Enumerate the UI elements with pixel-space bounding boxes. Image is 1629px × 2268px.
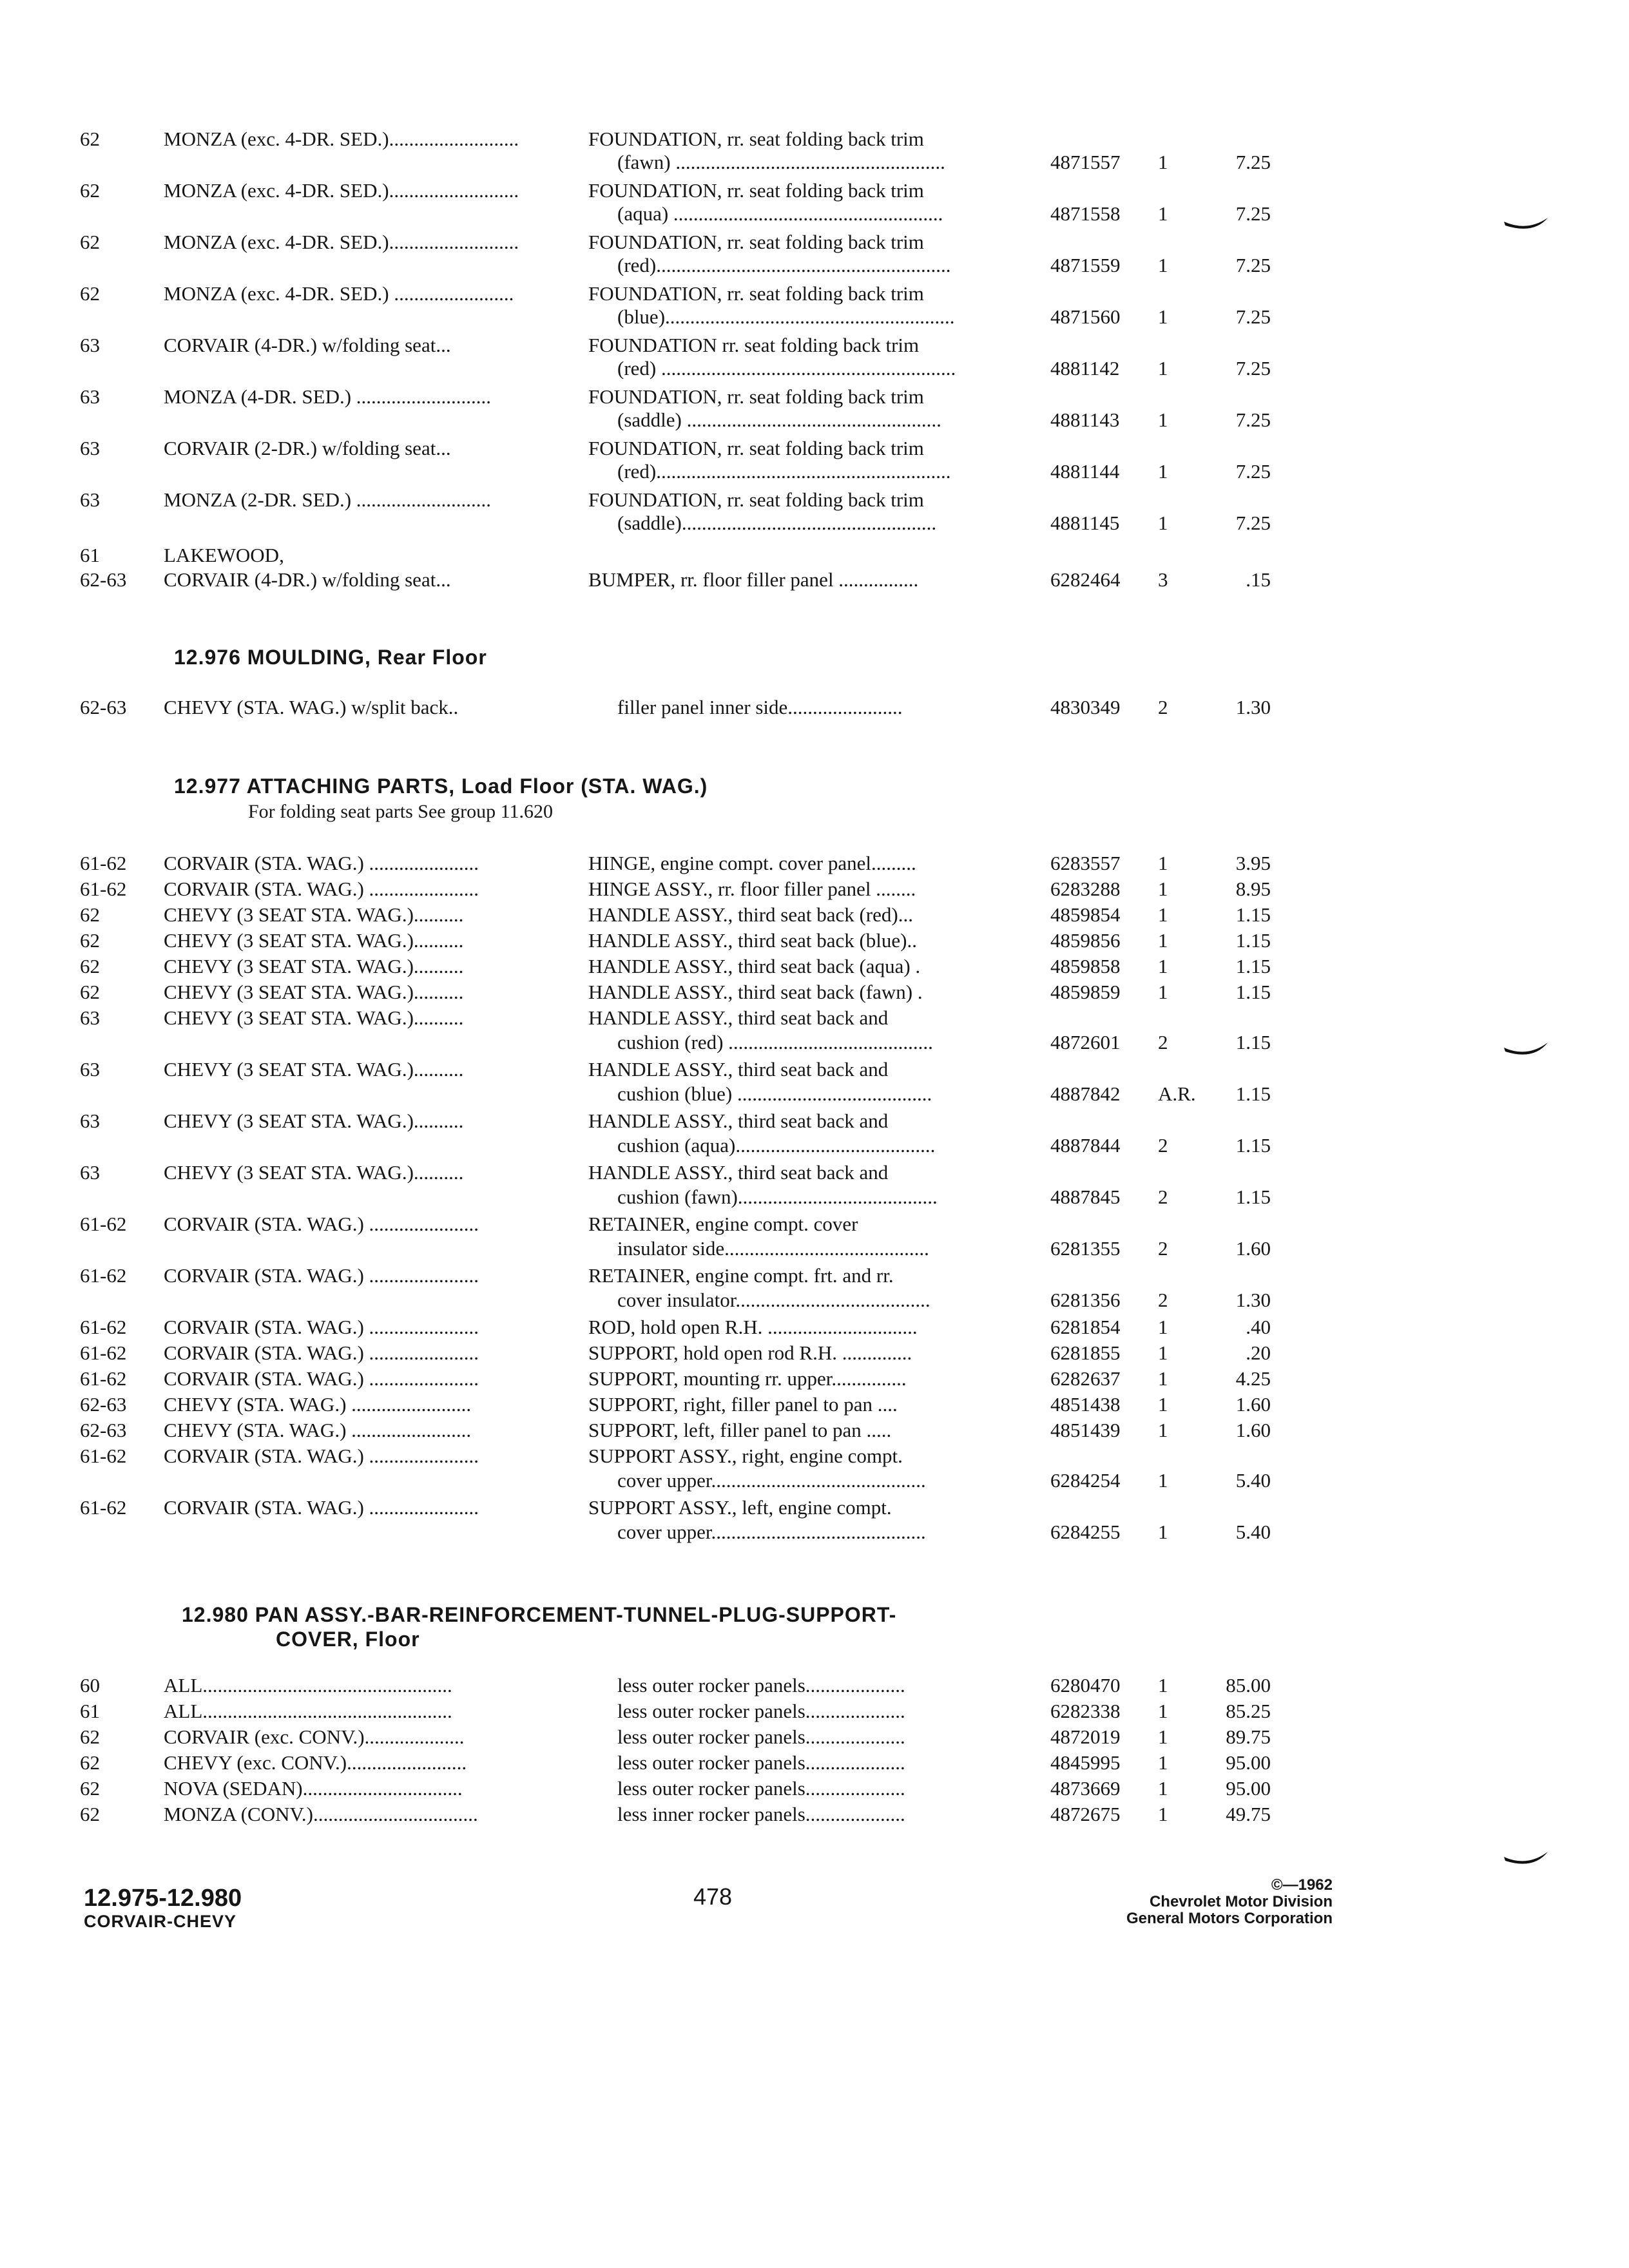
year-cell: 63 <box>80 1110 100 1132</box>
part-number: 4859858 <box>1050 955 1121 977</box>
quantity: 2 <box>1158 696 1168 718</box>
model-cell: CORVAIR (STA. WAG.) ...................... <box>164 1264 479 1287</box>
part-number: 4881144 <box>1050 460 1120 483</box>
price: .20 <box>1246 1341 1271 1364</box>
part-number: 6283288 <box>1050 878 1121 900</box>
description-cell: less outer rocker panels.................... <box>617 1674 905 1696</box>
quantity: 1 <box>1158 1341 1168 1364</box>
price: 1.15 <box>1235 1186 1271 1208</box>
part-number: 4871559 <box>1050 254 1121 276</box>
model-cell: ALL.................................................. <box>164 1674 452 1696</box>
price: 1.30 <box>1235 696 1271 718</box>
model-cell: CHEVY (3 SEAT STA. WAG.).......... <box>164 1110 464 1132</box>
page-number: 478 <box>693 1883 733 1910</box>
model-cell: CHEVY (3 SEAT STA. WAG.).......... <box>164 955 464 977</box>
quantity: 2 <box>1158 1031 1168 1053</box>
description-cell: less inner rocker panels.................... <box>617 1803 905 1825</box>
description-cont: (fawn) ...................................................... <box>617 151 945 173</box>
quantity: 1 <box>1158 1777 1168 1800</box>
year-cell: 62 <box>80 929 100 952</box>
part-number: 4881142 <box>1050 357 1120 380</box>
part-number: 6282637 <box>1050 1367 1121 1390</box>
description-cont: (saddle)................................................... <box>617 512 937 534</box>
model-cell: CHEVY (3 SEAT STA. WAG.).......... <box>164 929 464 952</box>
price: 7.25 <box>1235 202 1271 225</box>
price: 95.00 <box>1226 1777 1271 1800</box>
quantity: 1 <box>1158 1521 1168 1543</box>
year-cell: 62 <box>80 981 100 1003</box>
year-cell: 63 <box>80 488 100 511</box>
description-cell: FOUNDATION, rr. seat folding back trim <box>588 231 924 253</box>
year-cell: 62 <box>80 179 100 202</box>
binding-mark-icon <box>1501 1037 1553 1070</box>
description-cont: cushion (red) ......................................... <box>617 1031 933 1053</box>
quantity: 2 <box>1158 1186 1168 1208</box>
quantity: 1 <box>1158 1674 1168 1696</box>
division-name: Chevrolet Motor Division <box>1149 1893 1333 1910</box>
description-cell: HINGE ASSY., rr. floor filler panel ........ <box>588 878 916 900</box>
model-cell: CHEVY (3 SEAT STA. WAG.).......... <box>164 1058 464 1081</box>
quantity: 1 <box>1158 1393 1168 1416</box>
price: 85.00 <box>1226 1674 1271 1696</box>
price: 1.15 <box>1235 1082 1271 1105</box>
quantity: 3 <box>1158 568 1168 591</box>
description-cell: FOUNDATION, rr. seat folding back trim <box>588 179 924 202</box>
year-cell: 61-62 <box>80 1496 127 1519</box>
description-cell: FOUNDATION, rr. seat folding back trim <box>588 282 924 305</box>
part-number: 4872019 <box>1050 1725 1121 1748</box>
part-number: 4881143 <box>1050 408 1120 431</box>
model-cell: CORVAIR (STA. WAG.) ...................... <box>164 1496 479 1519</box>
description-cell: RETAINER, engine compt. cover <box>588 1213 858 1235</box>
price: 8.95 <box>1235 878 1271 900</box>
section-heading: 12.980 PAN ASSY.-BAR-REINFORCEMENT-TUNNEL-PLUG-SUPPORT- <box>182 1603 897 1626</box>
part-number: 4871558 <box>1050 202 1121 225</box>
model-cell: CORVAIR (STA. WAG.) ...................... <box>164 1213 479 1235</box>
description-cell: BUMPER, rr. floor filler panel ................ <box>588 568 919 591</box>
price: 49.75 <box>1226 1803 1271 1825</box>
description-cell: FOUNDATION, rr. seat folding back trim <box>588 437 924 459</box>
quantity: 2 <box>1158 1134 1168 1157</box>
year-cell: 61-62 <box>80 1264 127 1287</box>
description-cont: (saddle) ................................................... <box>617 408 941 431</box>
description-cell: SUPPORT ASSY., right, engine compt. <box>588 1445 903 1467</box>
binding-mark-icon <box>1501 213 1553 245</box>
price: 7.25 <box>1235 460 1271 483</box>
quantity: 1 <box>1158 1803 1168 1825</box>
price: 1.60 <box>1235 1393 1271 1416</box>
part-number: 6282338 <box>1050 1700 1121 1722</box>
year-cell: 62 <box>80 955 100 977</box>
price: 89.75 <box>1226 1725 1271 1748</box>
year-cell: 61-62 <box>80 852 127 874</box>
price: .40 <box>1246 1316 1271 1338</box>
year-cell: 63 <box>80 1006 100 1029</box>
part-number: 4871560 <box>1050 305 1121 328</box>
price: .15 <box>1246 568 1271 591</box>
quantity: 1 <box>1158 512 1168 534</box>
quantity: 1 <box>1158 357 1168 380</box>
year-cell: 63 <box>80 1161 100 1184</box>
description-cell: ROD, hold open R.H. .............................. <box>588 1316 918 1338</box>
quantity: 1 <box>1158 903 1168 926</box>
description-cell: less outer rocker panels.................... <box>617 1751 905 1774</box>
quantity: 1 <box>1158 1700 1168 1722</box>
year-cell: 63 <box>80 437 100 459</box>
description-cell: FOUNDATION, rr. seat folding back trim <box>588 128 924 150</box>
model-cell: CHEVY (exc. CONV.)........................ <box>164 1751 467 1774</box>
year-cell: 61-62 <box>80 1213 127 1235</box>
binding-mark-icon <box>1501 1848 1553 1880</box>
model-cell: CORVAIR (STA. WAG.) ...................... <box>164 852 479 874</box>
model-cell: CORVAIR (2-DR.) w/folding seat... <box>164 437 451 459</box>
year-cell: 62 <box>80 128 100 150</box>
description-cont: cover upper........................................... <box>617 1521 926 1543</box>
model-cell: CORVAIR (STA. WAG.) ...................... <box>164 1445 479 1467</box>
price: 7.25 <box>1235 254 1271 276</box>
part-number: 4830349 <box>1050 696 1121 718</box>
year-cell: 62-63 <box>80 1393 127 1416</box>
description-cell: HANDLE ASSY., third seat back and <box>588 1161 889 1184</box>
price: 1.60 <box>1235 1419 1271 1441</box>
model-cell: CHEVY (3 SEAT STA. WAG.).......... <box>164 1006 464 1029</box>
year-cell: 62-63 <box>80 1419 127 1441</box>
description-cell: SUPPORT, mounting rr. upper............... <box>588 1367 907 1390</box>
part-number: 4873669 <box>1050 1777 1121 1800</box>
quantity: 1 <box>1158 305 1168 328</box>
quantity: 1 <box>1158 460 1168 483</box>
description-cell: FOUNDATION, rr. seat folding back trim <box>588 385 924 408</box>
price: 3.95 <box>1235 852 1271 874</box>
model-cell: CHEVY (STA. WAG.) ........................ <box>164 1393 472 1416</box>
model-cell: CHEVY (3 SEAT STA. WAG.).......... <box>164 1161 464 1184</box>
year-cell: 62-63 <box>80 568 127 591</box>
year-cell: 62 <box>80 282 100 305</box>
year-cell: 62 <box>80 231 100 253</box>
quantity: 1 <box>1158 852 1168 874</box>
model-cell: CORVAIR (STA. WAG.) ...................... <box>164 878 479 900</box>
year-cell: 62 <box>80 1777 100 1800</box>
quantity: 1 <box>1158 981 1168 1003</box>
part-number: 4872675 <box>1050 1803 1121 1825</box>
quantity: 2 <box>1158 1289 1168 1311</box>
price: 5.40 <box>1235 1521 1271 1543</box>
quantity: 2 <box>1158 1237 1168 1260</box>
description-cont: cushion (aqua)........................................ <box>617 1134 936 1157</box>
year-cell: 60 <box>80 1674 100 1696</box>
description-cell: RETAINER, engine compt. frt. and rr. <box>588 1264 894 1287</box>
description-cell: SUPPORT, right, filler panel to pan .... <box>588 1393 898 1416</box>
description-cont: cover insulator....................................... <box>617 1289 930 1311</box>
description-cell: FOUNDATION, rr. seat folding back trim <box>588 488 924 511</box>
price: 1.30 <box>1235 1289 1271 1311</box>
model-cell: MONZA (exc. 4-DR. SED.).......................... <box>164 179 519 202</box>
model-cell: MONZA (CONV.)................................. <box>164 1803 478 1825</box>
model-cell: CORVAIR (exc. CONV.).................... <box>164 1725 465 1748</box>
part-number: 6284254 <box>1050 1469 1121 1492</box>
part-number: 6284255 <box>1050 1521 1121 1543</box>
group-range: 12.975-12.980 <box>84 1885 242 1912</box>
description-cont: cushion (fawn)........................................ <box>617 1186 938 1208</box>
price: 7.25 <box>1235 305 1271 328</box>
part-number: 4845995 <box>1050 1751 1121 1774</box>
part-number: 6281355 <box>1050 1237 1121 1260</box>
quantity: 1 <box>1158 929 1168 952</box>
year-cell: 61-62 <box>80 1445 127 1467</box>
model-cell: CORVAIR (STA. WAG.) ...................... <box>164 1341 479 1364</box>
part-number: 4871557 <box>1050 151 1121 173</box>
price: 1.15 <box>1235 903 1271 926</box>
description-cell: less outer rocker panels.................... <box>617 1777 905 1800</box>
quantity: 1 <box>1158 1367 1168 1390</box>
year-cell: 62 <box>80 903 100 926</box>
model-cell: CHEVY (STA. WAG.) ........................ <box>164 1419 472 1441</box>
quantity: 1 <box>1158 1316 1168 1338</box>
price: 1.15 <box>1235 955 1271 977</box>
model-cell: CHEVY (STA. WAG.) w/split back.. <box>164 696 459 718</box>
description-cont: (red)........................................................... <box>617 460 951 483</box>
quantity: 1 <box>1158 1725 1168 1748</box>
price: 1.15 <box>1235 1134 1271 1157</box>
price: 95.00 <box>1226 1751 1271 1774</box>
price: 7.25 <box>1235 512 1271 534</box>
part-number: 6282464 <box>1050 568 1121 591</box>
quantity: 1 <box>1158 202 1168 225</box>
description-cell: SUPPORT, left, filler panel to pan ..... <box>588 1419 892 1441</box>
model-cell: MONZA (exc. 4-DR. SED.).......................... <box>164 128 519 150</box>
quantity: 1 <box>1158 878 1168 900</box>
part-number: 4872601 <box>1050 1031 1121 1053</box>
description-cell: HANDLE ASSY., third seat back (red)... <box>588 903 913 926</box>
model-cell: NOVA (SEDAN)................................ <box>164 1777 463 1800</box>
part-number: 4851439 <box>1050 1419 1121 1441</box>
quantity: 1 <box>1158 1751 1168 1774</box>
description-cell: HINGE, engine compt. cover panel......... <box>588 852 916 874</box>
part-number: 6281854 <box>1050 1316 1121 1338</box>
model-cell: MONZA (2-DR. SED.) ........................... <box>164 488 492 511</box>
year-cell: 61 <box>80 1700 100 1722</box>
section-note: For folding seat parts See group 11.620 <box>248 801 553 822</box>
description-cont: cover upper........................................... <box>617 1469 926 1492</box>
price: 85.25 <box>1226 1700 1271 1722</box>
year-cell: 61-62 <box>80 1316 127 1338</box>
group-label: CORVAIR-CHEVY <box>84 1912 237 1931</box>
part-number: 4887842 <box>1050 1082 1121 1105</box>
quantity: 1 <box>1158 151 1168 173</box>
quantity: A.R. <box>1158 1082 1196 1105</box>
price: 1.15 <box>1235 981 1271 1003</box>
year-cell: 63 <box>80 1058 100 1081</box>
section-heading-cont: COVER, Floor <box>276 1628 420 1651</box>
model-cell: MONZA (4-DR. SED.) ........................... <box>164 385 492 408</box>
part-number: 4881145 <box>1050 512 1120 534</box>
year-cell: 61-62 <box>80 1367 127 1390</box>
section-heading: 12.977 ATTACHING PARTS, Load Floor (STA. WAG.) <box>174 774 708 798</box>
copyright: ©—1962 <box>1271 1876 1333 1894</box>
year-cell: 62 <box>80 1725 100 1748</box>
description-cell: HANDLE ASSY., third seat back (fawn) . <box>588 981 923 1003</box>
model-cell: CORVAIR (STA. WAG.) ...................... <box>164 1316 479 1338</box>
quantity: 1 <box>1158 955 1168 977</box>
part-number: 6281356 <box>1050 1289 1121 1311</box>
model-cell: MONZA (exc. 4-DR. SED.) ........................ <box>164 282 514 305</box>
description-cell: less outer rocker panels.................... <box>617 1725 905 1748</box>
year-cell: 62-63 <box>80 696 127 718</box>
part-number: 6281855 <box>1050 1341 1121 1364</box>
model-cell: ALL.................................................. <box>164 1700 452 1722</box>
year-cell: 61 <box>80 544 100 566</box>
part-number: 6280470 <box>1050 1674 1121 1696</box>
year-cell: 61-62 <box>80 1341 127 1364</box>
model-cell: MONZA (exc. 4-DR. SED.).......................... <box>164 231 519 253</box>
price: 5.40 <box>1235 1469 1271 1492</box>
description-cont: (aqua) ...................................................... <box>617 202 943 225</box>
description-cell: HANDLE ASSY., third seat back and <box>588 1110 889 1132</box>
quantity: 1 <box>1158 408 1168 431</box>
price: 7.25 <box>1235 357 1271 380</box>
part-number: 4859856 <box>1050 929 1121 952</box>
quantity: 1 <box>1158 254 1168 276</box>
quantity: 1 <box>1158 1469 1168 1492</box>
description-cont: cushion (blue) ....................................... <box>617 1082 932 1105</box>
year-cell: 62 <box>80 1751 100 1774</box>
price: 4.25 <box>1235 1367 1271 1390</box>
description-cont: (red) ........................................................... <box>617 357 956 380</box>
price: 1.15 <box>1235 929 1271 952</box>
model-cell: LAKEWOOD, <box>164 544 284 566</box>
model-cell: CORVAIR (STA. WAG.) ...................... <box>164 1367 479 1390</box>
price: 1.15 <box>1235 1031 1271 1053</box>
part-number: 4851438 <box>1050 1393 1121 1416</box>
part-number: 4887845 <box>1050 1186 1121 1208</box>
corporation-name: General Motors Corporation <box>1126 1910 1333 1927</box>
year-cell: 63 <box>80 385 100 408</box>
description-cell: HANDLE ASSY., third seat back (aqua) . <box>588 955 921 977</box>
description-cell: filler panel inner side....................... <box>617 696 903 718</box>
model-cell: CHEVY (3 SEAT STA. WAG.).......... <box>164 903 464 926</box>
description-cell: HANDLE ASSY., third seat back and <box>588 1006 889 1029</box>
description-cell: HANDLE ASSY., third seat back and <box>588 1058 889 1081</box>
description-cell: SUPPORT, hold open rod R.H. .............. <box>588 1341 912 1364</box>
year-cell: 63 <box>80 334 100 356</box>
description-cell: less outer rocker panels.................... <box>617 1700 905 1722</box>
price: 1.60 <box>1235 1237 1271 1260</box>
description-cont: (red)........................................................... <box>617 254 951 276</box>
part-number: 4859854 <box>1050 903 1121 926</box>
description-cell: HANDLE ASSY., third seat back (blue).. <box>588 929 918 952</box>
part-number: 4887844 <box>1050 1134 1121 1157</box>
model-cell: CORVAIR (4-DR.) w/folding seat... <box>164 568 451 591</box>
part-number: 6283557 <box>1050 852 1121 874</box>
year-cell: 61-62 <box>80 878 127 900</box>
price: 7.25 <box>1235 408 1271 431</box>
model-cell: CORVAIR (4-DR.) w/folding seat... <box>164 334 451 356</box>
description-cont: (blue).......................................................... <box>617 305 955 328</box>
description-cell: FOUNDATION rr. seat folding back trim <box>588 334 920 356</box>
quantity: 1 <box>1158 1419 1168 1441</box>
price: 7.25 <box>1235 151 1271 173</box>
section-heading: 12.976 MOULDING, Rear Floor <box>174 646 487 669</box>
description-cell: SUPPORT ASSY., left, engine compt. <box>588 1496 892 1519</box>
part-number: 4859859 <box>1050 981 1121 1003</box>
year-cell: 62 <box>80 1803 100 1825</box>
description-cont: insulator side......................................... <box>617 1237 929 1260</box>
model-cell: CHEVY (3 SEAT STA. WAG.).......... <box>164 981 464 1003</box>
